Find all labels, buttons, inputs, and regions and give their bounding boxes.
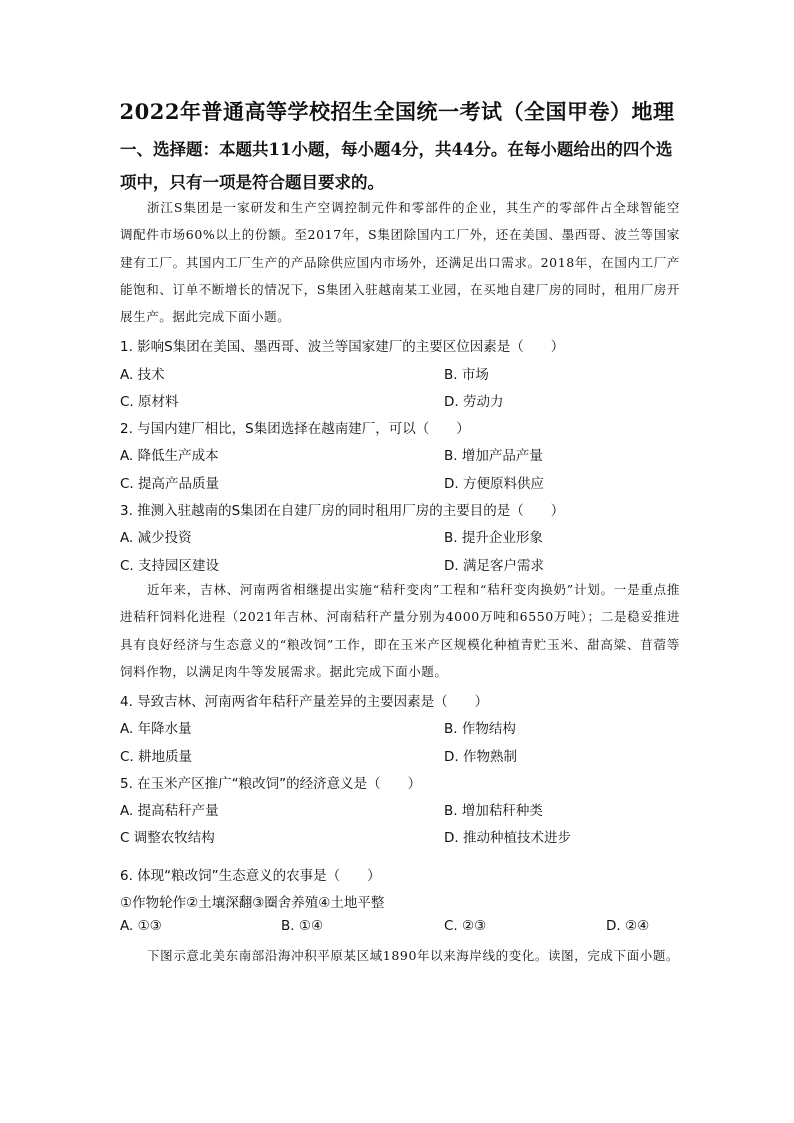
question-1-option-c: C. 原材料: [120, 394, 179, 410]
passage-2: 近年来，吉林、河南两省相继提出实施“秸秆变肉”工程和“秸秆变肉换奶”计划。一是重点推进秸秆饲料化进程（2021年吉林、河南秸秆产量分别为4000万吨和6550万吨）；二是稳妥推进具有良好经济与生态意义的“粮改饲”工作，即在玉米产区规模化种植青贮玉米、甜高粱、苜蓿等饲料作物，以满足肉牛等发展需求。据此完成下面小题。: [120, 582, 680, 679]
question-6-stem: 6. 体现“粮改饲”生态意义的农事是（ ）: [120, 868, 381, 884]
passage-1: 浙江S集团是一家研发和生产空调控制元件和零部件的企业，其生产的零部件占全球智能空调配件市场60%以上的份额。至2017年，S集团除国内工厂外，还在美国、墨西哥、波兰等国家建有工厂。其国内工厂生产的产品除供应国内市场外，还满足出口需求。2018年，在国内工厂产能饱和、订单不断增长的情况下，S集团入驻越南某工业园，在买地自建厂房的同时，租用厂房开展生产。据此完成下面小题。: [120, 200, 680, 325]
question-6-option-c: C. ②③: [444, 918, 487, 934]
question-2-stem: 2. 与国内建厂相比，S集团选择在越南建厂，可以（ ）: [120, 421, 470, 437]
question-4-stem: 4. 导致吉林、河南两省年秸秆产量差异的主要因素是（ ）: [120, 694, 489, 710]
question-6-option-a: A. ①③: [120, 918, 162, 934]
question-2-option-a: A. 降低生产成本: [120, 448, 219, 464]
question-5-option-a: A. 提高秸秆产量: [120, 803, 219, 819]
question-4-option-c: C. 耕地质量: [120, 749, 193, 765]
question-3-option-b: B. 提升企业形象: [444, 530, 543, 546]
question-1-stem: 1. 影响S集团在美国、墨西哥、波兰等国家建厂的主要区位因素是（ ）: [120, 339, 565, 355]
question-5-option-d: D. 推动种植技术进步: [444, 830, 571, 846]
page-title: 2022年普通高等学校招生全国统一考试（全国甲卷）地理: [119, 99, 675, 124]
question-1-option-a: A. 技术: [120, 367, 165, 383]
question-6-option-b: B. ①④: [281, 918, 324, 934]
question-1-option-d: D. 劳动力: [444, 394, 504, 410]
question-6-option-d: D. ②④: [606, 918, 650, 934]
question-2-option-c: C. 提高产品质量: [120, 476, 220, 492]
question-3-stem: 3. 推测入驻越南的S集团在自建厂房的同时租用厂房的主要目的是（ ）: [120, 503, 565, 519]
question-2-option-b: B. 增加产品产量: [444, 448, 543, 464]
question-4-option-b: B. 作物结构: [444, 721, 516, 737]
question-5-option-c: C 调整农牧结构: [120, 830, 215, 846]
section-heading-line2: 项中，只有一项是符合题目要求的。: [120, 173, 384, 192]
question-2-option-d: D. 方便原料供应: [444, 476, 544, 492]
question-3-option-c: C. 支持园区建设: [120, 558, 220, 574]
question-4-option-a: A. 年降水量: [120, 721, 192, 737]
question-3-option-a: A. 减少投资: [120, 530, 192, 546]
question-4-option-d: D. 作物熟制: [444, 749, 517, 765]
question-1-option-b: B. 市场: [444, 367, 489, 383]
question-6-items: ①作物轮作②土壤深翻③圈舍养殖④土地平整: [120, 895, 385, 911]
passage-3: 下图示意北美东南部沿海冲积平原某区域1890年以来海岸线的变化。读图，完成下面小题。: [147, 948, 680, 963]
question-3-option-d: D. 满足客户需求: [444, 558, 544, 574]
question-5-option-b: B. 增加秸秆种类: [444, 803, 543, 819]
question-5-stem: 5. 在玉米产区推广“粮改饲”的经济意义是（ ）: [120, 776, 422, 792]
section-heading-line1: 一、选择题：本题共11小题，每小题4分，共44分。在每小题给出的四个选: [120, 140, 673, 159]
